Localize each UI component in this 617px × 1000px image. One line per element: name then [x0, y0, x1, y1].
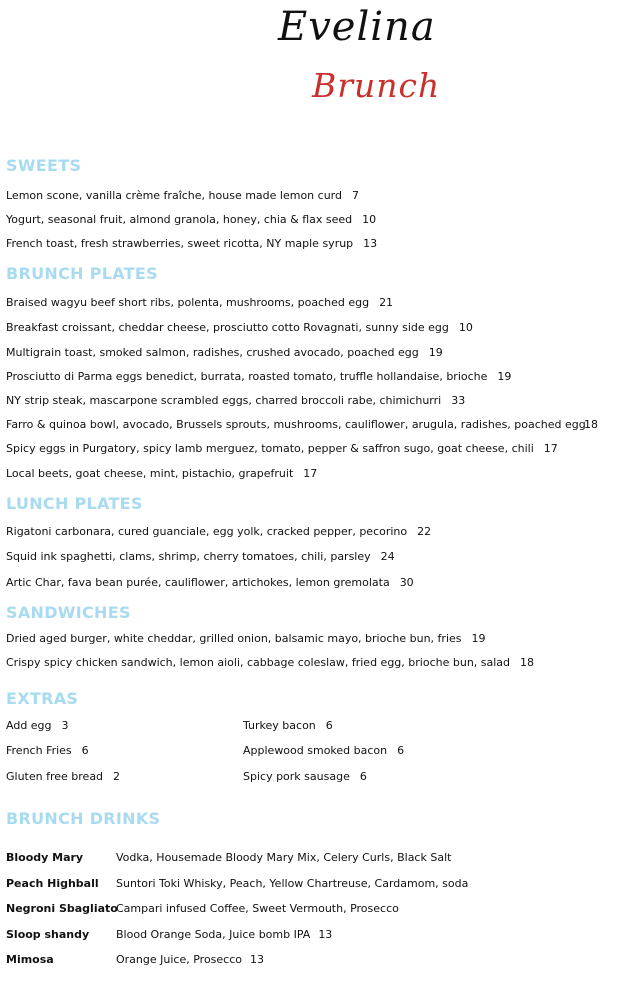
section-heading-sandwiches: SANDWICHES	[6, 603, 131, 622]
extra-item	[6, 719, 69, 732]
drink-desc: Blood Orange Soda, Juice bomb IPA	[116, 928, 311, 941]
item-price: 33	[451, 394, 466, 407]
item-price: 6	[359, 770, 367, 783]
item-desc: Gluten free bread	[6, 770, 104, 783]
menu-item	[6, 346, 443, 359]
section-heading-sweets: SWEETS	[6, 156, 82, 175]
item-price: 19	[471, 632, 486, 645]
drink-desc: Suntori Toki Whisky, Peach, Yellow Chartreuse, Cardamom, soda	[116, 877, 469, 890]
item-desc: Artic Char, fava bean purée, cauliflower, artichokes, lemon gremolata	[6, 576, 390, 589]
menu-item	[6, 213, 376, 226]
section-heading-extras: EXTRAS	[6, 689, 79, 708]
item-desc: Lemon scone, vanilla crème fraîche, house made lemon curd	[6, 189, 342, 202]
drink-item	[6, 928, 332, 941]
extra-item	[243, 719, 333, 732]
item-price: 10	[362, 213, 377, 226]
item-desc: Turkey bacon	[243, 719, 316, 732]
menu-item	[6, 370, 511, 383]
menu-item	[6, 632, 486, 645]
section-heading-lunch-plates: LUNCH PLATES	[6, 494, 143, 513]
menu-item	[6, 321, 473, 334]
item-desc: Add egg	[6, 719, 52, 732]
item-desc: Local beets, goat cheese, mint, pistachio, grapefruit	[6, 467, 294, 480]
item-desc: Rigatoni carbonara, cured guanciale, egg yolk, cracked pepper, pecorino	[6, 525, 408, 538]
menu-item	[6, 418, 586, 431]
menu-item	[6, 442, 558, 455]
menu-item	[6, 550, 395, 563]
menu-subtitle: Brunch	[312, 66, 441, 105]
menu-item	[6, 296, 393, 309]
item-desc: Spicy eggs in Purgatory, spicy lamb merguez, tomato, pepper & saffron sugo, goat cheese, chili	[6, 442, 534, 455]
item-desc: Breakfast croissant, cheddar cheese, prosciutto cotto Rovagnati, sunny side egg	[6, 321, 449, 334]
item-price: 13	[318, 928, 333, 941]
drink-item	[6, 953, 264, 966]
item-price: 19	[497, 370, 512, 383]
menu-item	[6, 237, 377, 250]
section-heading-brunch-plates: BRUNCH PLATES	[6, 264, 158, 283]
drink-desc: Orange Juice, Prosecco	[116, 953, 242, 966]
item-price: 30	[399, 576, 414, 589]
item-price: 17	[543, 442, 558, 455]
item-desc: Braised wagyu beef short ribs, polenta, mushrooms, poached egg	[6, 296, 370, 309]
menu-item	[6, 394, 465, 407]
item-price: 10	[458, 321, 473, 334]
drink-name: Bloody Mary	[6, 851, 84, 864]
extra-item	[6, 744, 89, 757]
section-heading-brunch-drinks: BRUNCH DRINKS	[6, 809, 161, 828]
item-price: 18	[584, 418, 598, 431]
item-price: 22	[417, 525, 432, 538]
item-price: 6	[397, 744, 405, 757]
item-desc: Prosciutto di Parma eggs benedict, burrata, roasted tomato, truffle hollandaise, brioche	[6, 370, 488, 383]
restaurant-title: Evelina	[278, 4, 436, 50]
item-desc: French toast, fresh strawberries, sweet ricotta, NY maple syrup	[6, 237, 354, 250]
menu-item	[6, 525, 431, 538]
item-desc: Spicy pork sausage	[243, 770, 350, 783]
item-price: 3	[61, 719, 69, 732]
item-desc: Crispy spicy chicken sandwich, lemon aioli, cabbage coleslaw, fried egg, brioche bun, salad	[6, 656, 511, 669]
item-desc: Applewood smoked bacon	[243, 744, 388, 757]
item-price: 13	[363, 237, 378, 250]
drink-name: Peach Highball	[6, 877, 99, 890]
item-desc: Farro & quinoa bowl, avocado, Brussels sprouts, mushrooms, cauliflower, arugula, radishes, poached egg	[6, 418, 586, 431]
drink-item	[6, 902, 399, 915]
item-desc: Multigrain toast, smoked salmon, radishes, crushed avocado, poached egg	[6, 346, 419, 359]
item-price: 6	[325, 719, 333, 732]
item-price: 24	[380, 550, 395, 563]
item-desc: Dried aged burger, white cheddar, grilled onion, balsamic mayo, brioche bun, fries	[6, 632, 462, 645]
item-price: 17	[303, 467, 318, 480]
item-desc: NY strip steak, mascarpone scrambled eggs, charred broccoli rabe, chimichurri	[6, 394, 442, 407]
menu-item	[6, 467, 317, 480]
extra-item	[6, 770, 120, 783]
menu-item	[6, 656, 534, 669]
item-price: 19	[428, 346, 443, 359]
drink-item	[6, 851, 451, 864]
extra-item	[243, 744, 404, 757]
drink-desc: Campari infused Coffee, Sweet Vermouth, Prosecco	[116, 902, 399, 915]
menu-header	[0, 0, 617, 120]
item-price: 21	[379, 296, 394, 309]
item-price: 18	[520, 656, 535, 669]
menu-item	[6, 576, 414, 589]
item-price: 2	[113, 770, 121, 783]
item-price: 13	[250, 953, 264, 966]
drink-name: Sloop shandy	[6, 928, 90, 941]
drink-name: Negroni Sbagliato	[6, 902, 118, 915]
item-desc: Squid ink spaghetti, clams, shrimp, cherry tomatoes, chili, parsley	[6, 550, 371, 563]
extra-item	[243, 770, 367, 783]
item-price: 7	[351, 189, 359, 202]
menu-item	[6, 189, 359, 202]
drink-name: Mimosa	[6, 953, 54, 966]
item-desc: Yogurt, seasonal fruit, almond granola, honey, chia & flax seed	[6, 213, 353, 226]
drink-desc: Vodka, Housemade Bloody Mary Mix, Celery Curls, Black Salt	[116, 851, 452, 864]
item-price: 6	[81, 744, 89, 757]
item-desc: French Fries	[6, 744, 72, 757]
drink-item	[6, 877, 468, 890]
